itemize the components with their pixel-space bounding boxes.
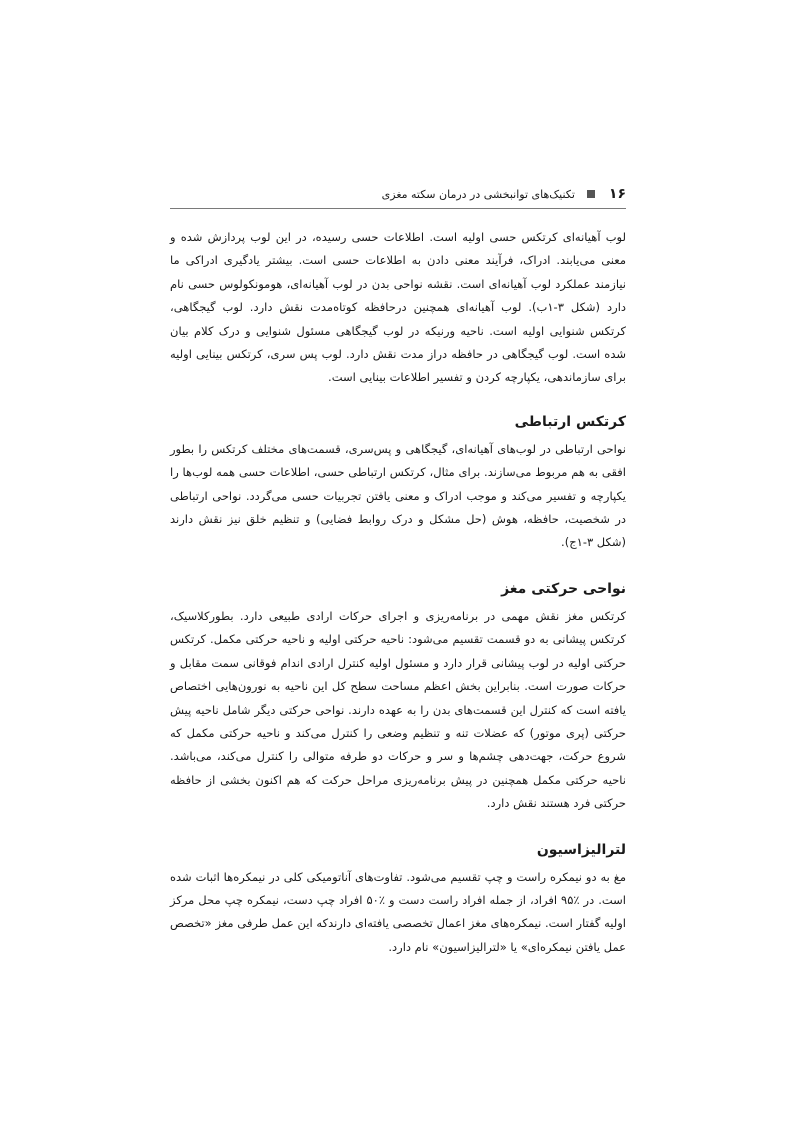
square-bullet-icon — [587, 190, 595, 198]
page-number: ۱۶ — [608, 186, 626, 202]
section-paragraph-association-cortex: نواحی ارتباطی در لوب‌های آهیانه‌ای، گیجگاهی و پس‌سری، قسمت‌های مختلف کرتکس را بطور افقی به هم مربوط می‌سازند. برای مثال، کرتکس ارتباطی حسی، اطلاعات حسی همه لوب‌ها را یکپارچه و تفسیر می‌کند و موجب ادراک و معنی یافتن تجربیات حسی می‌گردد. نواحی ارتباطی در شخصیت، حافظه، هوش (حل مشکل و درک روابط فضایی) و تنظیم خلق نیز نقش دارند (شکل ۳-۱ج). — [170, 441, 626, 550]
section-paragraph-motor-areas: کرتکس مغز نقش مهمی در برنامه‌ریزی و اجرای حرکات ارادی طبیعی دارد. بطورکلاسیک، کرتکس پیشانی به دو قسمت تقسیم می‌شود: ناحیه حرکتی اولیه و ناحیه حرکتی مکمل. کرتکس حرکتی اولیه در لوب پیشانی قرار دارد و مسئول اولیه کنترل ارادی اندام فوقانی سمت مقابل و حرکات صورت است. بنابراین بخش اعظم مساحت سطح کل این ناحیه به نورون‌هایی اختصاص یافته است که کنترل این قسمت‌های بدن را به عهده دارند. نواحی حرکتی دیگر شامل ناحیه پیش حرکتی (پری موتور) که عضلات تنه و تنظیم وضعی را کنترل می‌کند و ناحیه حرکتی مکمل که شروع حرکت، جهت‌دهی چشم‌ها و سر و حرکات دو طرفه متوالی را کنترل می‌کند، می‌باشد. ناحیه حرکتی مکمل همچنین در پیش برنامه‌ریزی مراحل حرکت که هم اکنون بخشی از حافظه حرکتی فرد هستند نقش دارد. — [170, 608, 626, 811]
running-header — [170, 183, 626, 205]
intro-paragraph: لوب آهیانه‌ای کرتکس حسی اولیه است. اطلاعات حسی رسیده، در این لوب پردازش شده و معنی می‌یابند. ادراک، فرآیند معنی دادن به اطلاعات حسی است. بیشتر یادگیری ادراکی ما نیازمند عملکرد لوب آهیانه‌ای است. نقشه نواحی بدن در لوب آهیانه‌ای، هومونکولوس حسی نام دارد (شکل ۳-۱ب). لوب آهیانه‌ای همچنین درحافظه کوتاه‌مدت نقش دارد. لوب گیجگاهی، کرتکس شنوایی اولیه است. ناحیه ورنیکه در لوب گیجگاهی مسئول شنوایی و درک کلام بیان شده است. لوب گیجگاهی در حافظه دراز مدت نقش دارد. لوب پس سری، کرتکس بینایی اولیه برای سازماندهی، یکپارچه کردن و تفسیر اطلاعات بینایی است. — [170, 230, 627, 385]
section-paragraph-lateralization: مغ به دو نیمکره راست و چپ تقسیم می‌شود. تفاوت‌های آناتومیکی کلی در نیمکره‌ها اثبات شده است. در ٪۹۵ افراد، از جمله افراد راست دست و ٪۵۰ افراد چپ دست، نیمکره چپ محل مرکز اولیه گفتار است. نیمکره‌های مغز اعمال تخصصی یافته‌ای دارندکه این عمل طرفی مغز «تخصص عمل یافتن نیمکره‌ای» یا «لترالیزاسیون» نام دارد. — [170, 869, 626, 954]
running-header-title: تکنیک‌های توانبخشی در درمان سکته مغزی — [381, 187, 575, 201]
section-heading-lateralization: لترالیزاسیون — [536, 841, 626, 858]
page-body — [170, 226, 626, 959]
section-heading-motor-areas: نواحی حرکتی مغز — [501, 580, 626, 597]
header-divider — [170, 208, 626, 209]
section-heading-association-cortex: کرتکس ارتباطی — [514, 413, 626, 430]
